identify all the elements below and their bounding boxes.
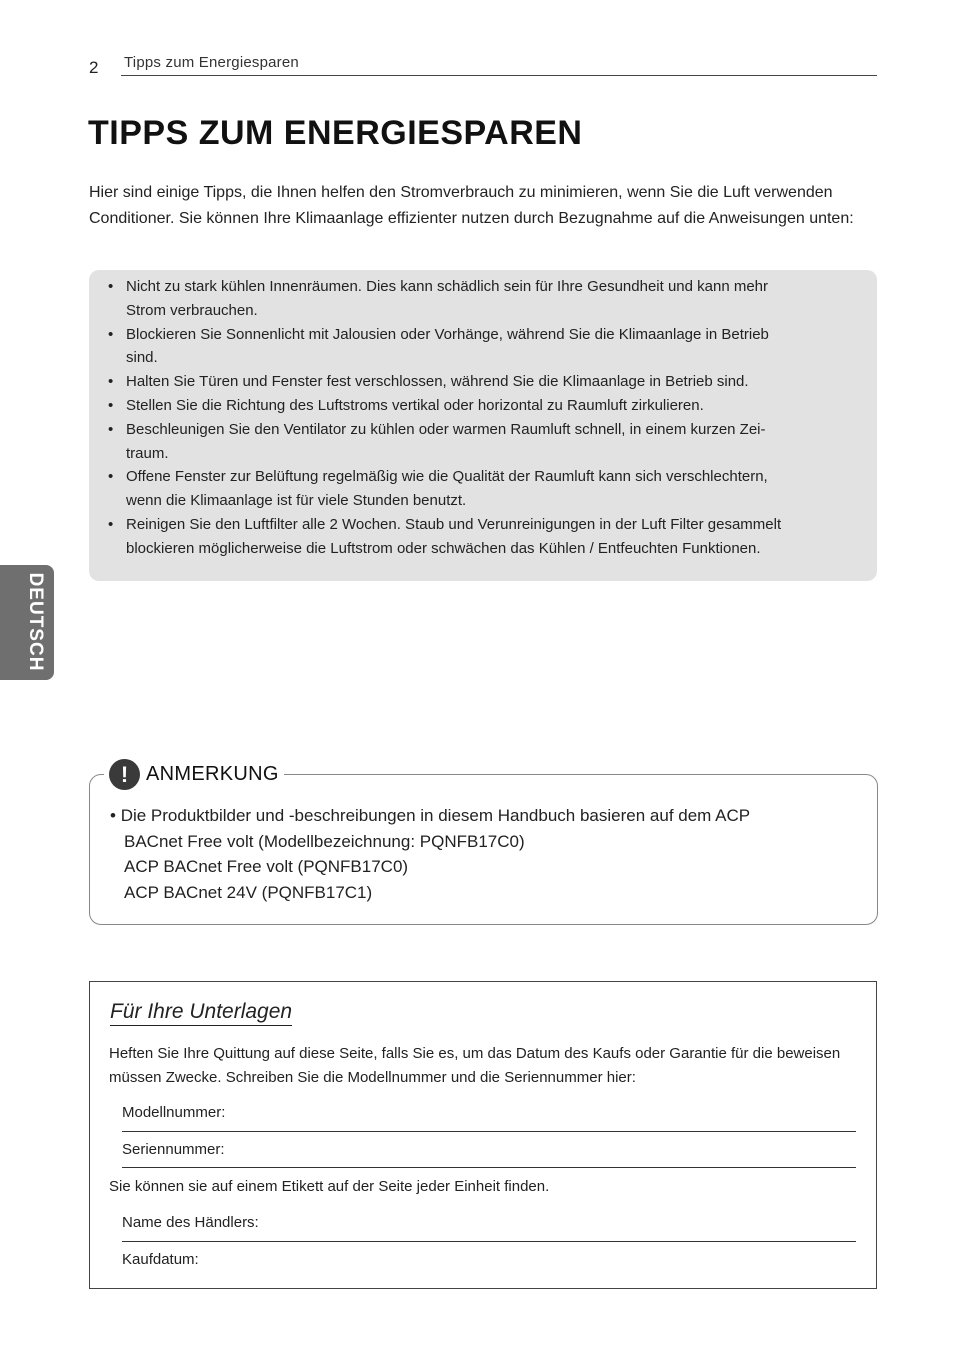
- model-number-label: Modellnummer:: [122, 1104, 226, 1121]
- bullet: •: [108, 468, 114, 486]
- tip-line: sind.: [126, 349, 158, 367]
- purchase-date-label: Kaufdatum:: [122, 1251, 199, 1268]
- tip-line: Reinigen Sie den Luftfilter alle 2 Wochen. Staub und Verunreinigungen in der Luft Filter gesammelt: [126, 515, 782, 533]
- dealer-name-line: [122, 1241, 856, 1242]
- note-line-text: Die Produktbilder und -beschreibungen in diesem Handbuch basieren auf dem ACP: [120, 806, 751, 825]
- language-side-tab-label: DEUTSCH: [25, 572, 46, 672]
- note-heading: [104, 758, 284, 790]
- note-line: ACP BACnet Free volt (PQNFB17C0): [124, 857, 409, 876]
- note-body: [110, 803, 840, 905]
- header-rule: [121, 75, 877, 76]
- dealer-name-label: Name des Händlers:: [122, 1214, 259, 1231]
- tip-line: Beschleunigen Sie den Ventilator zu kühlen oder warmen Raumluft schnell, in einem kurzen Zei-: [126, 420, 766, 438]
- bullet: •: [108, 420, 114, 438]
- exclamation-icon: !: [109, 759, 140, 790]
- tip-item: [107, 394, 877, 418]
- bullet: •: [110, 806, 116, 825]
- page-number: 2: [89, 58, 99, 77]
- note-line: [110, 803, 840, 829]
- tip-line: Offene Fenster zur Belüftung regelmäßig wie die Qualität der Raumluft kann sich verschlechtern,: [126, 468, 768, 486]
- tip-item: [107, 513, 877, 561]
- label-location-note: Sie können sie auf einem Etikett auf der Seite jeder Einheit finden.: [109, 1178, 550, 1195]
- tips-list: [107, 275, 877, 561]
- records-box: [89, 981, 877, 1289]
- tip-item: [107, 323, 877, 371]
- bullet: •: [108, 515, 114, 533]
- note-line: ACP BACnet 24V (PQNFB17C1): [124, 882, 373, 902]
- note-title: ANMERKUNG: [146, 762, 279, 785]
- note-line: BACnet Free volt (Modellbezeichnung: PQNFB17C0): [124, 831, 525, 851]
- tip-item: [107, 275, 877, 323]
- intro-paragraph: Hier sind einige Tipps, die Ihnen helfen den Stromverbrauch zu minimieren, wenn Sie die Luft verwenden Conditioner. Sie können Ihre Klimaanlage effizienter nutzen durch Bezugnahme auf die Anweisungen unten:: [89, 184, 854, 227]
- bullet: •: [108, 373, 114, 391]
- page-title: TIPPS ZUM ENERGIESPAREN: [88, 114, 583, 152]
- model-number-line: [122, 1131, 856, 1132]
- tip-line: Nicht zu stark kühlen Innenräumen. Dies kann schädlich sein für Ihre Gesundheit und kann mehr: [126, 278, 769, 295]
- tip-item: [107, 418, 877, 466]
- tip-line: blockieren möglicherweise die Luftstrom oder schwächen das Kühlen / Entfeuchten Funktionen.: [126, 539, 761, 557]
- serial-number-line: [122, 1167, 856, 1168]
- tip-line: Halten Sie Türen und Fenster fest verschlossen, während Sie die Klimaanlage in Betrieb sind.: [126, 373, 749, 391]
- tip-line: Strom verbrauchen.: [126, 301, 258, 319]
- bullet: •: [108, 325, 114, 343]
- records-title: Für Ihre Unterlagen: [110, 999, 292, 1026]
- tip-line: Stellen Sie die Richtung des Luftstroms vertikal oder horizontal zu Raumluft zirkulieren.: [126, 396, 704, 414]
- tip-line: traum.: [126, 444, 169, 462]
- tips-box: [89, 270, 877, 581]
- tip-item: [107, 465, 877, 513]
- tip-item: [107, 370, 877, 394]
- running-header: Tipps zum Energiesparen: [124, 54, 299, 71]
- tip-line: wenn die Klimaanlage ist für viele Stunden benutzt.: [126, 492, 467, 510]
- serial-number-label: Seriennummer:: [122, 1141, 225, 1158]
- bullet: •: [108, 396, 114, 414]
- bullet: •: [108, 278, 114, 295]
- records-text: Heften Sie Ihre Quittung auf diese Seite, falls Sie es, um das Datum des Kaufs oder Garantie für die beweisen müssen Zwecke. Schreiben Sie die Modellnummer und die Seriennummer hier:: [109, 1045, 841, 1086]
- tip-line: Blockieren Sie Sonnenlicht mit Jalousien oder Vorhänge, während Sie die Klimaanlage in Betrieb: [126, 325, 769, 343]
